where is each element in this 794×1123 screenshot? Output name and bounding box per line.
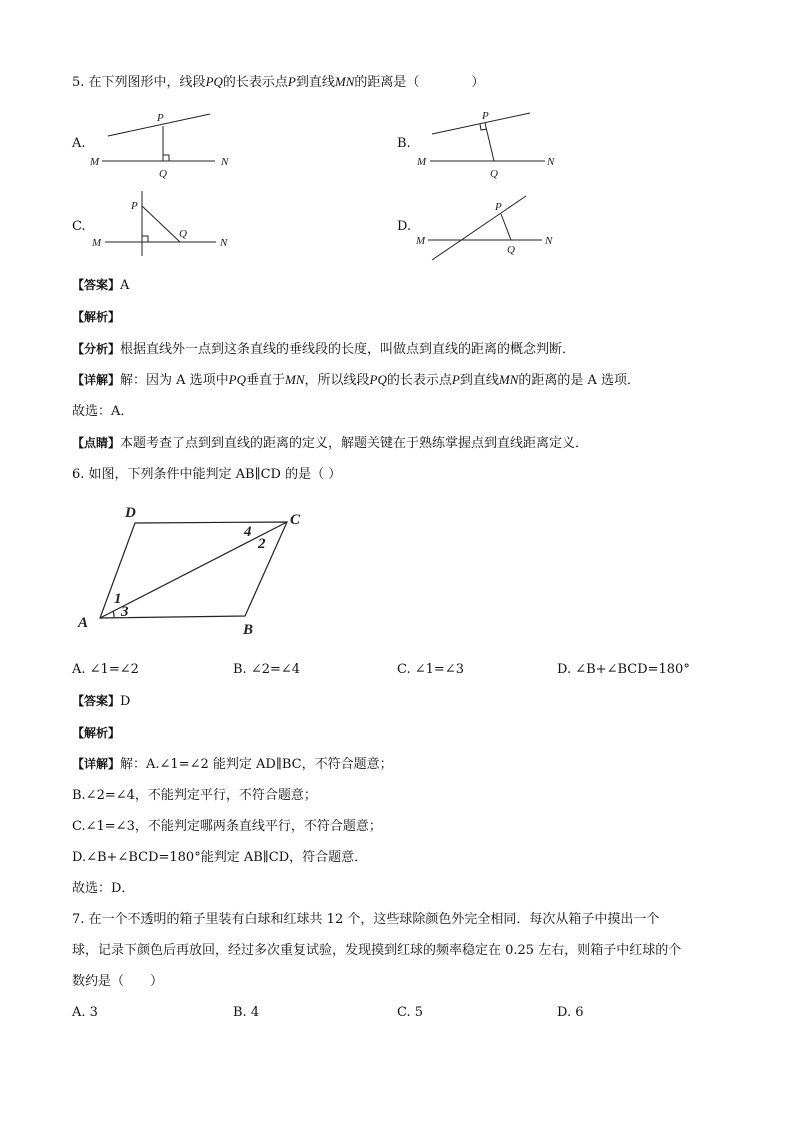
- q6-option-a: A. ∠1=∠2: [72, 662, 139, 677]
- q6-stem: 6. 如图，下列条件中能判定 AB∥CD 的是（ ）: [72, 467, 342, 482]
- q5-option-a-label: A.: [72, 136, 86, 151]
- q7-option-c: C. 5: [397, 1005, 424, 1020]
- q6-xiangjie-2: B.∠2=∠4，不能判定平行，不符合题意；: [72, 788, 317, 803]
- fig-a-right-angle: [163, 155, 169, 161]
- q6-xiangjie-1: 【详解】解：A.∠1=∠2 能判定 AD∥BC，不符合题意；: [72, 757, 393, 772]
- q6-label-a: A: [78, 615, 89, 631]
- q6-figure: [0, 490, 320, 650]
- fig-b-label-q: Q: [490, 168, 498, 180]
- q5-option-d-label: D.: [397, 219, 412, 234]
- fig-a-label-p: P: [157, 112, 164, 124]
- q6-xiangjie-4: D.∠B+∠BCD=180°能判定 AB∥CD，符合题意．: [72, 850, 368, 865]
- fig-a-label-n: N: [221, 156, 229, 168]
- q5-dianjing: 【点睛】本题考查了点到到直线的距离的定义，解题关键在于熟练掌握点到直线距离定义．: [72, 436, 589, 451]
- q5-option-c-label: C.: [72, 219, 86, 234]
- q5-number: 5.: [72, 75, 85, 90]
- q7-option-b: B. 4: [233, 1005, 260, 1020]
- q6-option-c: C. ∠1=∠3: [397, 662, 464, 677]
- fig-c-label-p: P: [131, 200, 138, 212]
- q6-xiangjie-3: C.∠1=∠3，不能判定哪两条直线平行，不符合题意；: [72, 819, 382, 834]
- q6-angle-3: 3: [121, 604, 129, 620]
- fig-c-label-q: Q: [179, 228, 187, 240]
- q6-angle-1: 1: [114, 591, 122, 607]
- fig-b-label-n: N: [547, 156, 555, 168]
- q5-option-b-label: B.: [397, 136, 411, 151]
- fig-b-label-m: M: [417, 156, 427, 168]
- fig-c-label-m: M: [92, 237, 102, 249]
- q7-stem-line-3: 数约是（ ）: [72, 974, 164, 989]
- q7-stem-line-1: 7. 在一个不透明的箱子里装有白球和红球共 12 个，这些球除颜色外完全相同．每次从箱子中摸出一个: [72, 912, 660, 927]
- q5-jiexi: 【解析】: [72, 310, 121, 324]
- q7-option-d: D. 6: [557, 1005, 584, 1020]
- q6-label-d: D: [125, 505, 136, 521]
- q6-option-d: D. ∠B+∠BCD=180°: [557, 662, 690, 677]
- q5-figures: [0, 0, 794, 300]
- q6-answer: 【答案】D: [72, 694, 131, 709]
- fig-b-line: [432, 113, 530, 134]
- fig-d-label-q: Q: [507, 244, 515, 256]
- fig-d-label-m: M: [416, 235, 426, 247]
- fig-d-label-n: N: [545, 235, 553, 247]
- q6-guxuan: 故选：D．: [72, 881, 135, 896]
- q7-option-a: A. 3: [72, 1005, 98, 1020]
- fig-a-label-q: Q: [159, 168, 167, 180]
- q5-stem: 5. 在下列图形中，线段PQ的长表示点P到直线MN的距离是（ ）: [72, 74, 485, 90]
- q6-angle-2: 2: [258, 536, 266, 552]
- q6-jiexi: 【解析】: [72, 726, 121, 740]
- q6-option-b: B. ∠2=∠4: [233, 662, 301, 677]
- q6-angle-arc: [113, 611, 114, 617]
- fig-a-label-m: M: [90, 156, 100, 168]
- fig-c-label-n: N: [220, 237, 228, 249]
- q5-answer: 【答案】A: [72, 278, 130, 293]
- q6-angle-4: 4: [244, 524, 252, 540]
- fig-d-label-p: P: [495, 201, 502, 213]
- q6-label-b: B: [243, 622, 254, 638]
- q7-stem-line-2: 球，记录下颜色后再放回，经过多次重复试验，发现摸到红球的频率稳定在 0.25 左右，则箱子中红球的个: [72, 943, 682, 958]
- q5-fenxi: 【分析】根据直线外一点到这条直线的垂线段的长度，叫做点到直线的距离的概念判断．: [72, 342, 576, 357]
- fig-c-right-angle: [142, 236, 148, 242]
- q6-label-c: C: [290, 512, 301, 528]
- fig-b-label-p: P: [482, 110, 489, 122]
- fig-d-pq: [501, 214, 511, 240]
- q5-xiangjie: 【详解】解：因为 A 选项中PQ垂直于MN，所以线段PQ的长表示点P到直线MN的距离的是 A 选项．: [72, 372, 641, 388]
- q5-guxuan: 故选：A．: [72, 404, 134, 419]
